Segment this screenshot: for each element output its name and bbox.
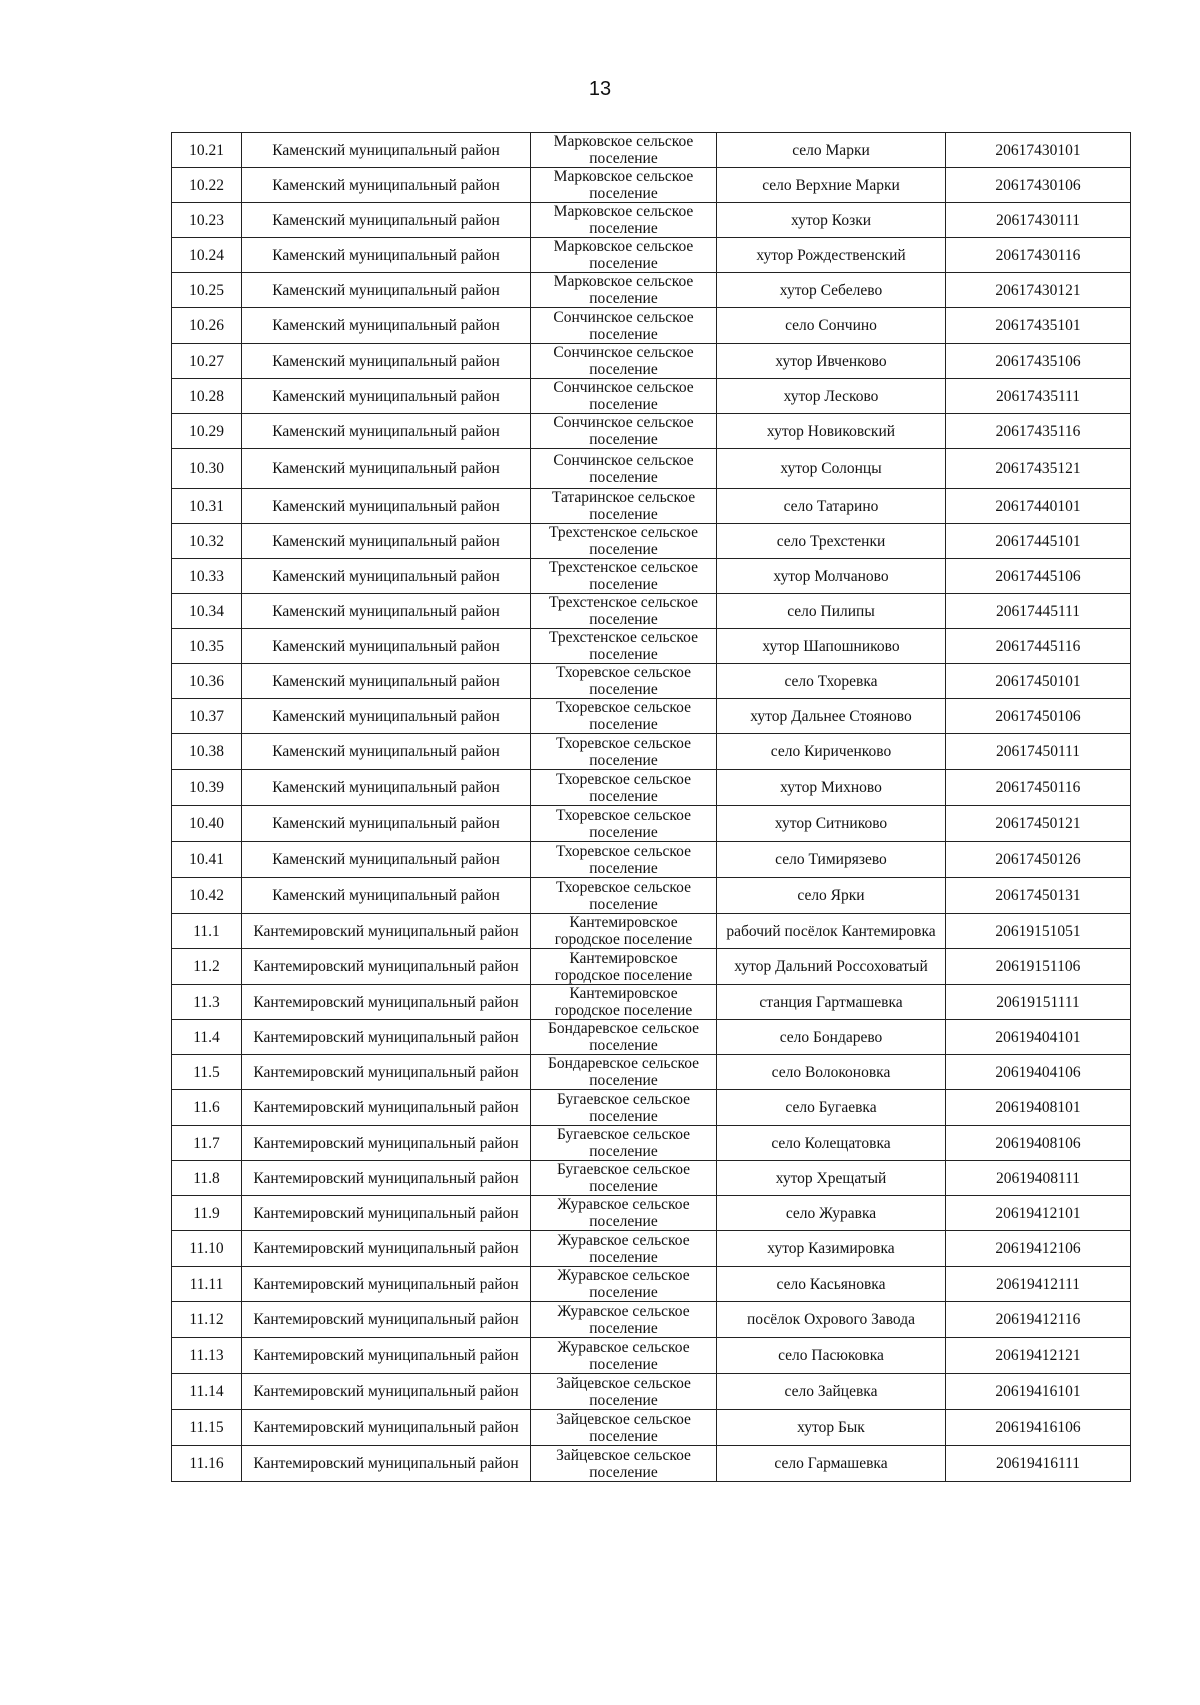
table-row	[172, 806, 1131, 842]
district-cell: Кантемировский муниципальный район	[242, 914, 531, 949]
oktmo-code-cell: 20617430106	[946, 168, 1131, 203]
table-row	[172, 699, 1131, 734]
table-row	[172, 449, 1131, 489]
locality-cell: хутор Казимировка	[717, 1231, 946, 1267]
district-cell: Каменский муниципальный район	[242, 273, 531, 308]
locality-cell: село Трехстенки	[717, 524, 946, 559]
table-row	[172, 664, 1131, 699]
oktmo-code-cell: 20619408111	[946, 1161, 1131, 1196]
locality-cell: хутор Бык	[717, 1410, 946, 1446]
row-number: 10.38	[172, 734, 242, 770]
oktmo-code-cell: 20619151051	[946, 914, 1131, 949]
locality-cell: село Касьяновка	[717, 1267, 946, 1302]
locality-cell: рабочий посёлок Кантемировка	[717, 914, 946, 949]
settlement-cell: Кантемировское городское поселение	[531, 949, 717, 985]
settlement-cell: Сончинское сельское поселение	[531, 344, 717, 379]
row-number: 10.25	[172, 273, 242, 308]
settlement-cell: Сончинское сельское поселение	[531, 379, 717, 414]
table-row	[172, 414, 1131, 449]
row-number: 10.22	[172, 168, 242, 203]
oktmo-code-cell: 20617430121	[946, 273, 1131, 308]
table-row	[172, 524, 1131, 559]
table-row	[172, 1161, 1131, 1196]
district-cell: Кантемировский муниципальный район	[242, 1302, 531, 1338]
oktmo-code-cell: 20619416106	[946, 1410, 1131, 1446]
row-number: 10.29	[172, 414, 242, 449]
locality-cell: хутор Хрещатый	[717, 1161, 946, 1196]
oktmo-code-cell: 20617435116	[946, 414, 1131, 449]
row-number: 10.42	[172, 878, 242, 914]
table-row	[172, 1446, 1131, 1482]
settlement-cell: Тхоревское сельское поселение	[531, 664, 717, 699]
settlement-cell: Бондаревское сельское поселение	[531, 1020, 717, 1055]
row-number: 11.6	[172, 1090, 242, 1126]
locality-cell: село Пасюковка	[717, 1338, 946, 1374]
settlement-cell: Бугаевское сельское поселение	[531, 1126, 717, 1161]
table-row	[172, 1126, 1131, 1161]
table-row	[172, 629, 1131, 664]
settlement-cell: Марковское сельское поселение	[531, 168, 717, 203]
district-cell: Кантемировский муниципальный район	[242, 1410, 531, 1446]
table-row	[172, 1410, 1131, 1446]
row-number: 10.27	[172, 344, 242, 379]
settlement-cell: Тхоревское сельское поселение	[531, 842, 717, 878]
district-cell: Каменский муниципальный район	[242, 168, 531, 203]
settlement-cell: Кантемировское городское поселение	[531, 985, 717, 1020]
settlement-cell: Трехстенское сельское поселение	[531, 559, 717, 594]
locality-cell: хутор Михново	[717, 770, 946, 806]
settlement-cell: Бугаевское сельское поселение	[531, 1161, 717, 1196]
oktmo-code-cell: 20617445116	[946, 629, 1131, 664]
settlement-cell: Зайцевское сельское поселение	[531, 1374, 717, 1410]
locality-cell: село Верхние Марки	[717, 168, 946, 203]
row-number: 11.9	[172, 1196, 242, 1231]
table-row	[172, 770, 1131, 806]
district-cell: Каменский муниципальный район	[242, 238, 531, 273]
oktmo-code-cell: 20617440101	[946, 489, 1131, 524]
oktmo-code-cell: 20617435121	[946, 449, 1131, 489]
table-row	[172, 273, 1131, 308]
oktmo-code-cell: 20617445111	[946, 594, 1131, 629]
locality-cell: село Волоконовка	[717, 1055, 946, 1090]
oktmo-code-cell: 20619412106	[946, 1231, 1131, 1267]
district-cell: Кантемировский муниципальный район	[242, 1020, 531, 1055]
district-cell: Кантемировский муниципальный район	[242, 1446, 531, 1482]
row-number: 10.39	[172, 770, 242, 806]
locality-cell: село Сончино	[717, 308, 946, 344]
settlement-cell: Бондаревское сельское поселение	[531, 1055, 717, 1090]
settlement-cell: Тхоревское сельское поселение	[531, 806, 717, 842]
row-number: 10.31	[172, 489, 242, 524]
settlement-cell: Марковское сельское поселение	[531, 203, 717, 238]
locality-cell: хутор Рождественский	[717, 238, 946, 273]
district-cell: Каменский муниципальный район	[242, 629, 531, 664]
locality-cell: хутор Козки	[717, 203, 946, 238]
oktmo-code-cell: 20617435111	[946, 379, 1131, 414]
locality-cell: село Бондарево	[717, 1020, 946, 1055]
settlement-cell: Трехстенское сельское поселение	[531, 524, 717, 559]
row-number: 11.11	[172, 1267, 242, 1302]
oktmo-code-cell: 20617450106	[946, 699, 1131, 734]
district-cell: Кантемировский муниципальный район	[242, 1267, 531, 1302]
table-row	[172, 1196, 1131, 1231]
row-number: 10.36	[172, 664, 242, 699]
oktmo-code-cell: 20619412116	[946, 1302, 1131, 1338]
oktmo-code-cell: 20617445106	[946, 559, 1131, 594]
locality-cell: село Марки	[717, 133, 946, 168]
locality-cell: хутор Себелево	[717, 273, 946, 308]
oktmo-code-cell: 20617450111	[946, 734, 1131, 770]
locality-cell: село Зайцевка	[717, 1374, 946, 1410]
locality-cell: станция Гартмашевка	[717, 985, 946, 1020]
district-cell: Кантемировский муниципальный район	[242, 1196, 531, 1231]
row-number: 10.34	[172, 594, 242, 629]
row-number: 10.32	[172, 524, 242, 559]
settlement-cell: Журавское сельское поселение	[531, 1231, 717, 1267]
settlement-cell: Журавское сельское поселение	[531, 1338, 717, 1374]
table-row	[172, 379, 1131, 414]
table-row	[172, 238, 1131, 273]
oktmo-code-cell: 20619151106	[946, 949, 1131, 985]
table-row	[172, 1302, 1131, 1338]
settlement-cell: Марковское сельское поселение	[531, 273, 717, 308]
settlement-cell: Трехстенское сельское поселение	[531, 629, 717, 664]
table-row	[172, 594, 1131, 629]
table-row	[172, 914, 1131, 949]
row-number: 11.2	[172, 949, 242, 985]
table-row	[172, 1090, 1131, 1126]
locality-cell: хутор Ивченково	[717, 344, 946, 379]
district-cell: Каменский муниципальный район	[242, 308, 531, 344]
district-cell: Кантемировский муниципальный район	[242, 949, 531, 985]
page-number: 13	[588, 78, 612, 100]
locality-cell: хутор Молчаново	[717, 559, 946, 594]
district-cell: Кантемировский муниципальный район	[242, 1126, 531, 1161]
settlement-cell: Тхоревское сельское поселение	[531, 734, 717, 770]
oktmo-code-cell: 20617430111	[946, 203, 1131, 238]
district-cell: Каменский муниципальный район	[242, 878, 531, 914]
table-row	[172, 842, 1131, 878]
locality-cell: село Гармашевка	[717, 1446, 946, 1482]
settlement-cell: Сончинское сельское поселение	[531, 449, 717, 489]
district-cell: Кантемировский муниципальный район	[242, 1231, 531, 1267]
row-number: 10.37	[172, 699, 242, 734]
table-row	[172, 308, 1131, 344]
row-number: 10.41	[172, 842, 242, 878]
settlement-cell: Журавское сельское поселение	[531, 1302, 717, 1338]
settlement-cell: Татаринское сельское поселение	[531, 489, 717, 524]
table-row	[172, 878, 1131, 914]
row-number: 11.3	[172, 985, 242, 1020]
locality-cell: село Колещатовка	[717, 1126, 946, 1161]
settlement-cell: Тхоревское сельское поселение	[531, 770, 717, 806]
row-number: 10.33	[172, 559, 242, 594]
oktmo-code-cell: 20617450116	[946, 770, 1131, 806]
table-row	[172, 489, 1131, 524]
district-cell: Каменский муниципальный район	[242, 414, 531, 449]
row-number: 11.10	[172, 1231, 242, 1267]
locality-cell: село Ярки	[717, 878, 946, 914]
district-cell: Каменский муниципальный район	[242, 559, 531, 594]
row-number: 10.28	[172, 379, 242, 414]
row-number: 10.24	[172, 238, 242, 273]
table-row	[172, 985, 1131, 1020]
table-row	[172, 1020, 1131, 1055]
locality-cell: село Бугаевка	[717, 1090, 946, 1126]
table-row	[172, 734, 1131, 770]
district-cell: Кантемировский муниципальный район	[242, 1161, 531, 1196]
locality-cell: хутор Ситниково	[717, 806, 946, 842]
row-number: 10.21	[172, 133, 242, 168]
settlement-cell: Тхоревское сельское поселение	[531, 878, 717, 914]
table-row	[172, 559, 1131, 594]
settlement-cell: Сончинское сельское поселение	[531, 308, 717, 344]
settlement-cell: Журавское сельское поселение	[531, 1196, 717, 1231]
oktmo-code-cell: 20617430116	[946, 238, 1131, 273]
district-cell: Кантемировский муниципальный район	[242, 985, 531, 1020]
oktmo-code-cell: 20619412111	[946, 1267, 1131, 1302]
locality-cell: село Тимирязево	[717, 842, 946, 878]
locality-cell: село Пилипы	[717, 594, 946, 629]
locality-cell: хутор Лесково	[717, 379, 946, 414]
district-cell: Каменский муниципальный район	[242, 594, 531, 629]
row-number: 11.15	[172, 1410, 242, 1446]
oktmo-code-cell: 20617450121	[946, 806, 1131, 842]
oktmo-code-cell: 20617450131	[946, 878, 1131, 914]
oktmo-code-cell: 20619416111	[946, 1446, 1131, 1482]
table-body	[172, 133, 1131, 1482]
row-number: 11.5	[172, 1055, 242, 1090]
oktmo-code-cell: 20617450126	[946, 842, 1131, 878]
row-number: 11.4	[172, 1020, 242, 1055]
row-number: 11.14	[172, 1374, 242, 1410]
table-row	[172, 1231, 1131, 1267]
settlement-cell: Журавское сельское поселение	[531, 1267, 717, 1302]
oktmo-code-cell: 20617430101	[946, 133, 1131, 168]
row-number: 10.35	[172, 629, 242, 664]
row-number: 11.16	[172, 1446, 242, 1482]
table-row	[172, 168, 1131, 203]
locality-cell: село Журавка	[717, 1196, 946, 1231]
locality-cell: село Тхоревка	[717, 664, 946, 699]
row-number: 11.7	[172, 1126, 242, 1161]
district-cell: Каменский муниципальный район	[242, 842, 531, 878]
row-number: 10.23	[172, 203, 242, 238]
oktmo-code-cell: 20619151111	[946, 985, 1131, 1020]
locality-cell: хутор Новиковский	[717, 414, 946, 449]
settlement-cell: Бугаевское сельское поселение	[531, 1090, 717, 1126]
oktmo-code-cell: 20619412101	[946, 1196, 1131, 1231]
locality-cell: хутор Дальнее Стояново	[717, 699, 946, 734]
table-row	[172, 1338, 1131, 1374]
locality-cell: хутор Дальний Россоховатый	[717, 949, 946, 985]
row-number: 10.30	[172, 449, 242, 489]
district-cell: Кантемировский муниципальный район	[242, 1055, 531, 1090]
oktmo-code-cell: 20619404106	[946, 1055, 1131, 1090]
oktmo-code-cell: 20617435101	[946, 308, 1131, 344]
row-number: 11.1	[172, 914, 242, 949]
district-cell: Каменский муниципальный район	[242, 379, 531, 414]
locality-cell: село Кириченково	[717, 734, 946, 770]
oktmo-code-cell: 20617445101	[946, 524, 1131, 559]
district-cell: Кантемировский муниципальный район	[242, 1374, 531, 1410]
table-row	[172, 133, 1131, 168]
locality-cell: хутор Шапошниково	[717, 629, 946, 664]
settlement-cell: Кантемировское городское поселение	[531, 914, 717, 949]
district-cell: Каменский муниципальный район	[242, 203, 531, 238]
settlements-table	[171, 132, 1131, 1482]
district-cell: Каменский муниципальный район	[242, 806, 531, 842]
oktmo-code-cell: 20619404101	[946, 1020, 1131, 1055]
settlement-cell: Зайцевское сельское поселение	[531, 1446, 717, 1482]
district-cell: Каменский муниципальный район	[242, 344, 531, 379]
oktmo-code-cell: 20617450101	[946, 664, 1131, 699]
district-cell: Кантемировский муниципальный район	[242, 1090, 531, 1126]
district-cell: Каменский муниципальный район	[242, 699, 531, 734]
district-cell: Каменский муниципальный район	[242, 664, 531, 699]
row-number: 10.40	[172, 806, 242, 842]
district-cell: Каменский муниципальный район	[242, 449, 531, 489]
district-cell: Каменский муниципальный район	[242, 770, 531, 806]
row-number: 11.8	[172, 1161, 242, 1196]
row-number: 10.26	[172, 308, 242, 344]
oktmo-code-cell: 20619408101	[946, 1090, 1131, 1126]
locality-cell: хутор Солонцы	[717, 449, 946, 489]
oktmo-code-cell: 20617435106	[946, 344, 1131, 379]
district-cell: Каменский муниципальный район	[242, 133, 531, 168]
district-cell: Каменский муниципальный район	[242, 489, 531, 524]
settlement-cell: Трехстенское сельское поселение	[531, 594, 717, 629]
locality-cell: посёлок Охрового Завода	[717, 1302, 946, 1338]
district-cell: Каменский муниципальный район	[242, 734, 531, 770]
table-row	[172, 203, 1131, 238]
settlement-cell: Тхоревское сельское поселение	[531, 699, 717, 734]
table-row	[172, 344, 1131, 379]
district-cell: Кантемировский муниципальный район	[242, 1338, 531, 1374]
row-number: 11.12	[172, 1302, 242, 1338]
table-row	[172, 1374, 1131, 1410]
locality-cell: село Татарино	[717, 489, 946, 524]
settlement-cell: Зайцевское сельское поселение	[531, 1410, 717, 1446]
district-cell: Каменский муниципальный район	[242, 524, 531, 559]
settlement-cell: Марковское сельское поселение	[531, 238, 717, 273]
settlement-cell: Сончинское сельское поселение	[531, 414, 717, 449]
oktmo-code-cell: 20619412121	[946, 1338, 1131, 1374]
oktmo-code-cell: 20619416101	[946, 1374, 1131, 1410]
settlement-cell: Марковское сельское поселение	[531, 133, 717, 168]
oktmo-code-cell: 20619408106	[946, 1126, 1131, 1161]
row-number: 11.13	[172, 1338, 242, 1374]
table-row	[172, 1055, 1131, 1090]
table-row	[172, 1267, 1131, 1302]
table-row	[172, 949, 1131, 985]
